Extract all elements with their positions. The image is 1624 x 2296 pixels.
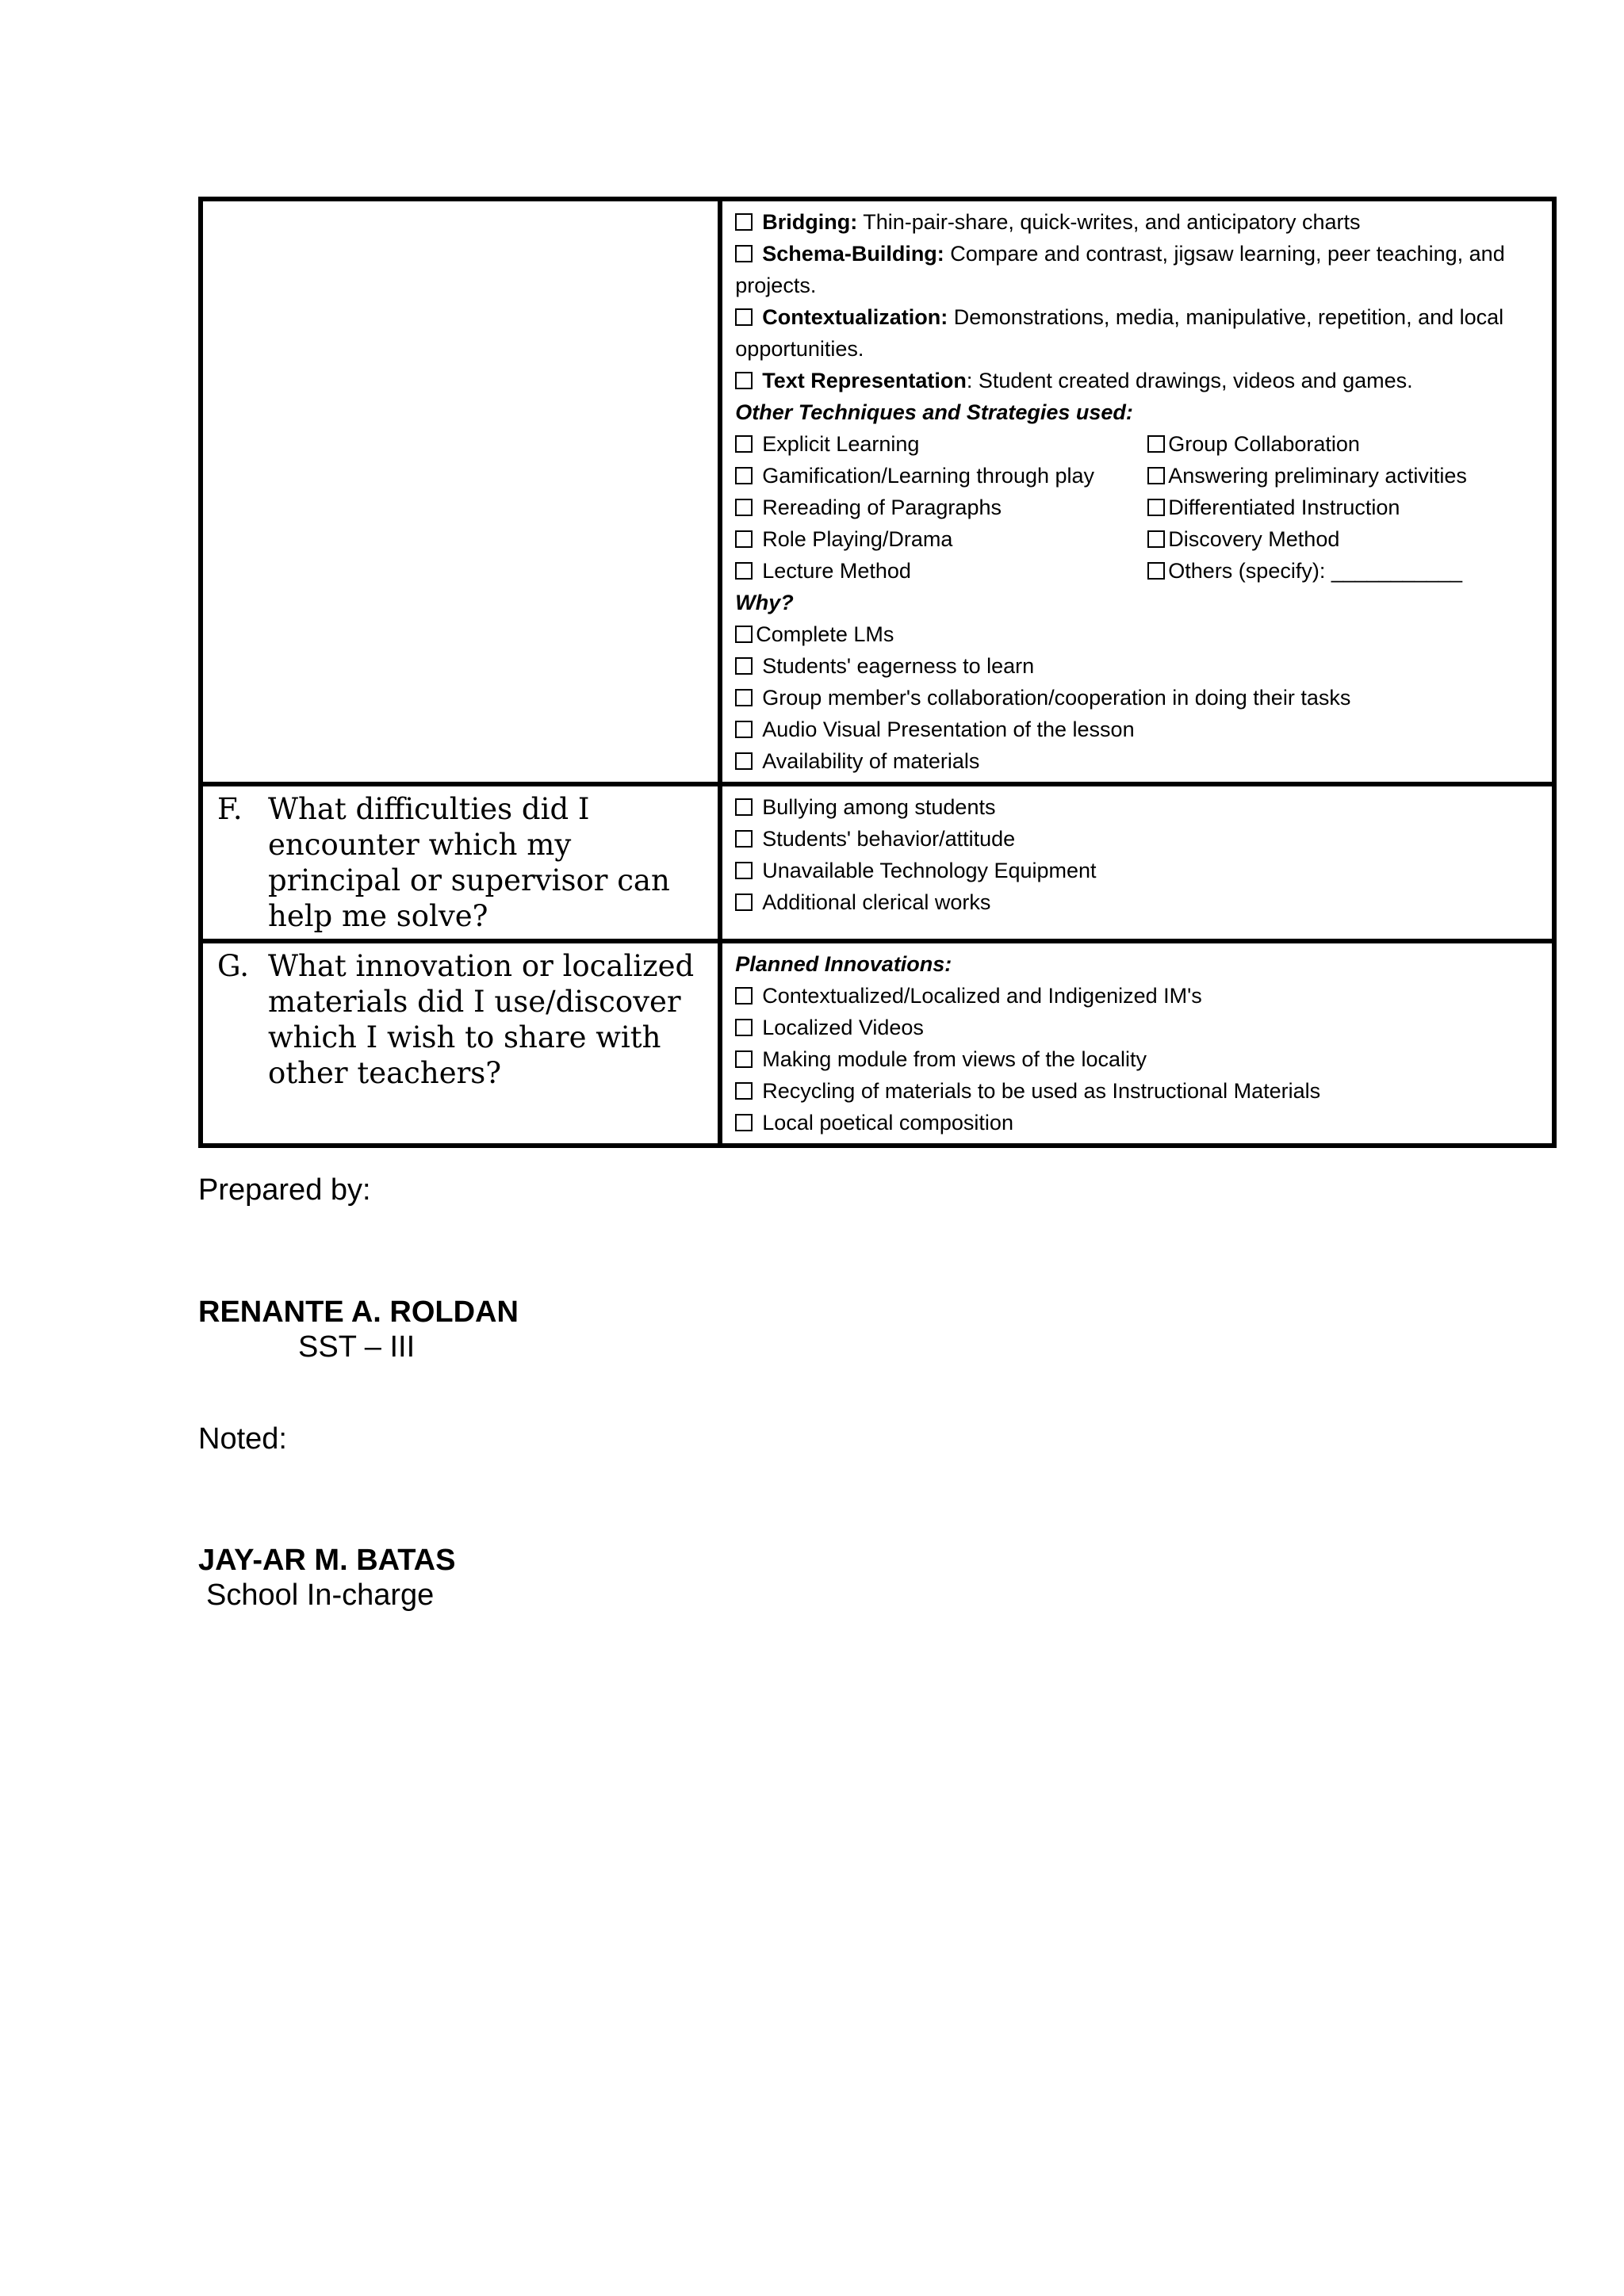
checkbox-icon[interactable] [735, 626, 753, 643]
checkbox-icon[interactable] [735, 530, 753, 548]
why-item: Complete LMs [735, 618, 1542, 650]
checkbox-icon[interactable] [735, 1050, 753, 1068]
why-heading: Why? [735, 591, 794, 614]
checkbox-icon[interactable] [735, 435, 753, 453]
noter-name: JAY-AR M. BATAS [198, 1544, 456, 1577]
checkbox-icon[interactable] [735, 467, 753, 484]
strategy-item: Bridging: Thin-pair-share, quick-writes, and anticipatory charts [735, 206, 1542, 238]
checkbox-icon[interactable] [735, 562, 753, 580]
checkbox-icon[interactable] [735, 721, 753, 738]
row-difficulties-question-cell [201, 784, 720, 941]
row-innovations [201, 941, 1554, 1146]
row-difficulties-answer-cell [720, 784, 1554, 941]
technique-row: Rereading of Paragraphs Differentiated Instruction [735, 492, 1542, 523]
strategy-item: Schema-Building: Compare and contrast, jigsaw learning, peer teaching, and projects. [735, 242, 1505, 297]
checkbox-icon[interactable] [735, 213, 753, 231]
row-strategies-left-cell [201, 199, 720, 784]
checkbox-icon[interactable] [1147, 562, 1165, 580]
technique-row: Role Playing/Drama Discovery Method [735, 523, 1542, 555]
difficulty-item: Students' behavior/attitude [735, 823, 1542, 855]
preparer-title: SST – III [298, 1330, 416, 1364]
checkbox-icon[interactable] [1147, 435, 1165, 453]
technique-row: Explicit Learning Group Collaboration [735, 428, 1542, 460]
row-strategies [201, 199, 1554, 784]
innovation-item: Making module from views of the locality [735, 1043, 1542, 1075]
question-label: G. [217, 949, 249, 983]
difficulty-item: Unavailable Technology Equipment [735, 855, 1542, 886]
strategy-item: Contextualization: Demonstrations, media, manipulative, repetition, and local opportunities. [735, 305, 1504, 361]
checkbox-icon[interactable] [735, 499, 753, 516]
checkbox-icon[interactable] [1147, 499, 1165, 516]
question-text: What innovation or localized materials did I use/discover which I wish to share with other teachers? [268, 949, 695, 1090]
noted-label: Noted: [198, 1422, 287, 1456]
checkbox-icon[interactable] [1147, 530, 1165, 548]
innovation-item: Local poetical composition [735, 1107, 1542, 1138]
checkbox-icon[interactable] [735, 1082, 753, 1100]
checkbox-icon[interactable] [735, 1019, 753, 1036]
difficulty-item: Additional clerical works [735, 886, 1542, 918]
innovation-item: Contextualized/Localized and Indigenized IM's [735, 980, 1542, 1012]
innovation-item: Localized Videos [735, 1012, 1542, 1043]
technique-row: Gamification/Learning through play Answering preliminary activities [735, 460, 1542, 492]
checkbox-icon[interactable] [735, 894, 753, 911]
why-item: Availability of materials [735, 745, 1542, 777]
prepared-by-label: Prepared by: [198, 1173, 371, 1207]
checkbox-icon[interactable] [735, 752, 753, 770]
checkbox-icon[interactable] [735, 372, 753, 389]
checkbox-icon[interactable] [735, 830, 753, 848]
why-item: Audio Visual Presentation of the lesson [735, 714, 1542, 745]
checkbox-icon[interactable] [735, 657, 753, 675]
why-item: Group member's collaboration/cooperation in doing their tasks [735, 682, 1542, 714]
planned-innovations-heading: Planned Innovations: [735, 952, 952, 976]
row-strategies-right-cell [720, 199, 1554, 784]
row-difficulties [201, 784, 1554, 941]
question-text: What difficulties did I encounter which my principal or supervisor can help me solve? [268, 792, 670, 933]
row-innovations-answer-cell [720, 941, 1554, 1146]
difficulty-item: Bullying among students [735, 791, 1542, 823]
technique-row: Lecture Method Others (specify): ___________ [735, 555, 1542, 587]
checkbox-icon[interactable] [735, 1114, 753, 1131]
strategy-item: Text Representation: Student created drawings, videos and games. [735, 365, 1542, 396]
noter-title: School In-charge [206, 1578, 435, 1612]
checkbox-icon[interactable] [735, 308, 753, 326]
checkbox-icon[interactable] [735, 987, 753, 1004]
question-label: F. [217, 792, 243, 826]
innovation-item: Recycling of materials to be used as Instructional Materials [735, 1075, 1542, 1107]
checkbox-icon[interactable] [735, 689, 753, 706]
why-item: Students' eagerness to learn [735, 650, 1542, 682]
checkbox-icon[interactable] [735, 862, 753, 879]
preparer-name: RENANTE A. ROLDAN [198, 1295, 519, 1329]
row-innovations-question-cell [201, 941, 720, 1146]
checkbox-icon[interactable] [1147, 467, 1165, 484]
other-techniques-heading: Other Techniques and Strategies used: [735, 400, 1133, 424]
checkbox-icon[interactable] [735, 798, 753, 816]
reflection-table [198, 197, 1557, 1148]
checkbox-icon[interactable] [735, 245, 753, 262]
